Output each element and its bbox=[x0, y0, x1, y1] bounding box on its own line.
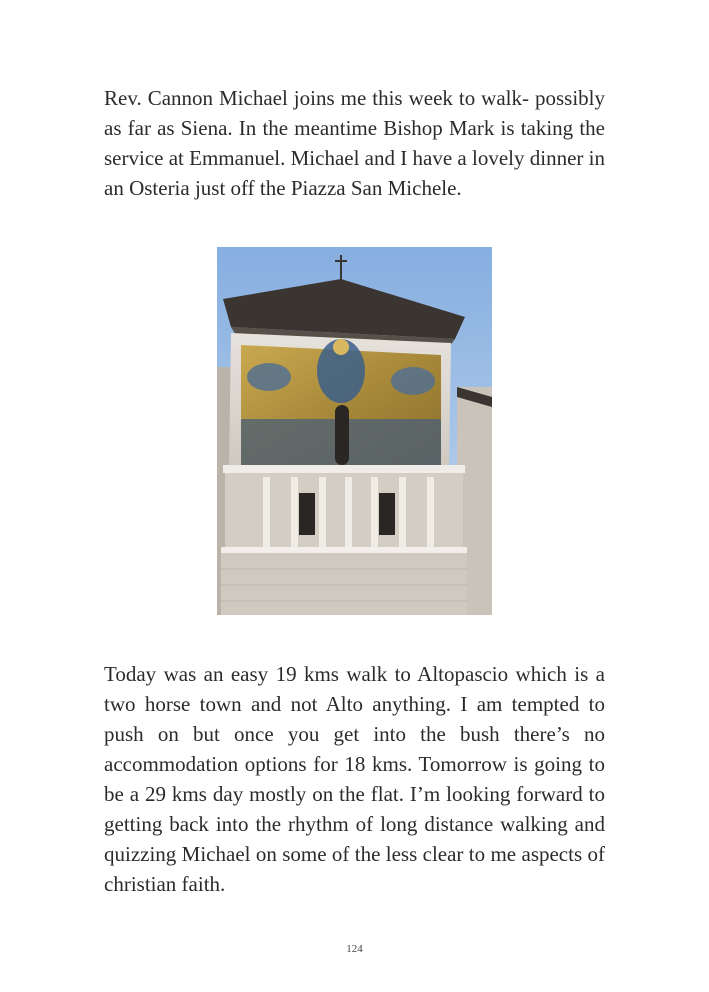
church-facade-photo bbox=[217, 247, 492, 615]
page-number: 124 bbox=[346, 943, 363, 955]
body-paragraph-2: Today was an easy 19 kms walk to Altopascio which is a two horse town and not Alto anything. I am tempted to push on but once you get into the bush there’s no accommodation options for 18 kms. Tomorrow is going to be a 29 kms day mostly on the flat. I’m looking forward to getting back into the rhythm of long distance walking and quizzing Michael on some of the less clear to me aspects of christian faith. bbox=[104, 662, 605, 896]
body-paragraph-1: Rev. Cannon Michael joins me this week to walk- possibly as far as Siena. In the meantime Bishop Mark is taking the service at Emmanuel. Michael and I have a lovely dinner in an Osteria just off the Piazza San Michele. bbox=[104, 86, 605, 200]
